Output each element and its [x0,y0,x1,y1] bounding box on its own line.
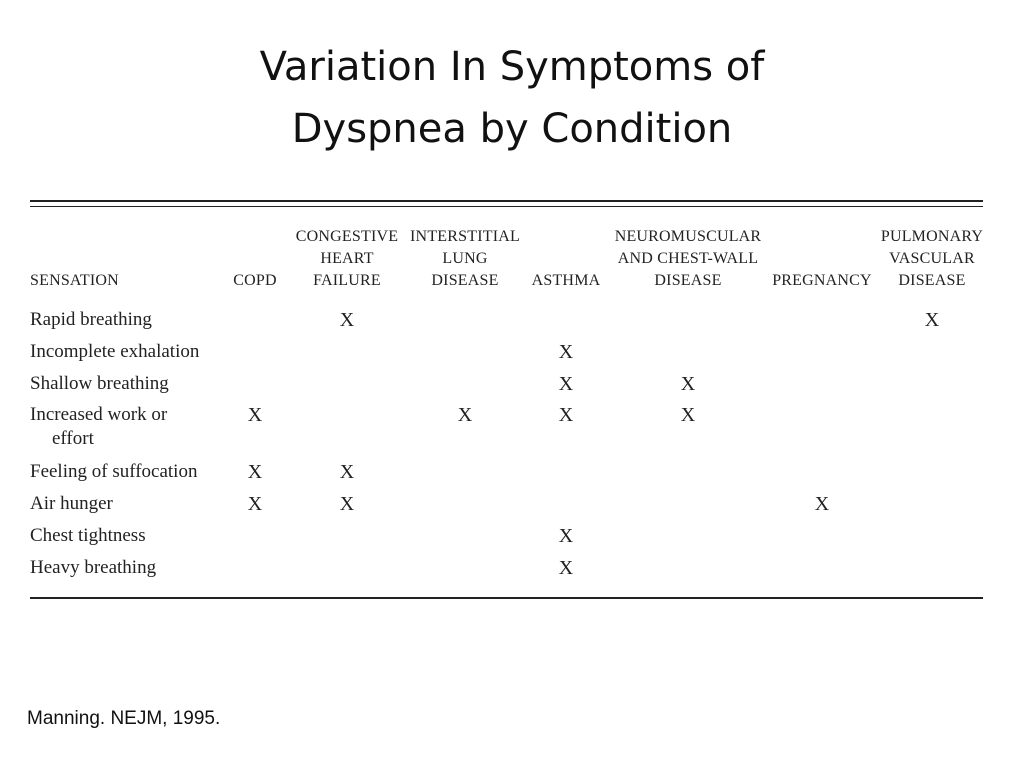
row-label-line: Incomplete exhalation [30,341,200,362]
table-bottom-rule [30,597,983,599]
row-label [30,340,199,364]
header-pvd [877,220,987,292]
header-pregnancy-line: PREGNANCY [772,272,872,289]
header-pvd-line: VASCULAR [889,250,975,267]
header-chf-line: HEART [320,250,374,267]
row-label [30,524,146,548]
mark-chf: X [339,461,355,483]
row-label [30,372,169,396]
header-ild-line: INTERSTITIAL [410,228,520,245]
header-copd-line: COPD [233,272,277,289]
header-sensation-label: SENSATION [30,272,119,289]
mark-chf: X [339,493,355,515]
header-asthma-line: ASTHMA [531,272,601,289]
slide-title [0,36,1024,160]
mark-copd: X [247,404,263,426]
mark-pvd: X [924,309,940,331]
header-sensation [30,220,190,292]
citation: Manning. NEJM, 1995. [27,708,221,729]
header-neuro-line: NEUROMUSCULAR [614,228,762,245]
row-label [30,556,156,580]
header-pvd-line: PULMONARY [880,228,984,245]
header-neuro-line: DISEASE [654,272,722,289]
row-label [30,308,152,332]
mark-asthma: X [558,404,574,426]
row-label [30,492,113,516]
header-chf [292,220,402,292]
mark-neuro: X [680,404,696,426]
row-label [30,403,167,451]
header-ild [405,220,525,292]
mark-asthma: X [558,341,574,363]
row-label-line: Heavy breathing [30,557,157,578]
header-pvd-line: DISEASE [898,272,966,289]
header-pregnancy [767,220,877,292]
mark-asthma: X [558,525,574,547]
row-label [30,460,197,484]
row-label-line: Chest tightness [30,525,146,546]
mark-asthma: X [558,373,574,395]
header-neuro [608,220,768,292]
slide-title-line-1: Variation In Symptoms of [259,44,765,90]
header-chf-line: FAILURE [313,272,381,289]
header-neuro-line: AND CHEST-WALL [617,250,759,267]
table-top-rule [30,200,983,202]
row-label-line: Increased work or [30,404,168,425]
mark-chf: X [339,309,355,331]
table-top-rule-thin [30,206,983,207]
row-label-line: Air hunger [30,493,113,514]
mark-ild: X [457,404,473,426]
mark-asthma: X [558,557,574,579]
row-label-line: Feeling of suffocation [30,461,198,482]
row-label-line: Shallow breathing [30,373,169,394]
row-label-line: Rapid breathing [30,309,152,330]
header-asthma [526,220,606,292]
mark-pregnancy: X [814,493,830,515]
slide-title-line-2: Dyspnea by Condition [291,106,733,152]
mark-neuro: X [680,373,696,395]
row-label-line: effort [52,428,94,449]
header-copd [220,220,290,292]
header-chf-line: CONGESTIVE [295,228,399,245]
header-ild-line: DISEASE [431,272,499,289]
mark-copd: X [247,461,263,483]
mark-copd: X [247,493,263,515]
header-ild-line: LUNG [442,250,488,267]
